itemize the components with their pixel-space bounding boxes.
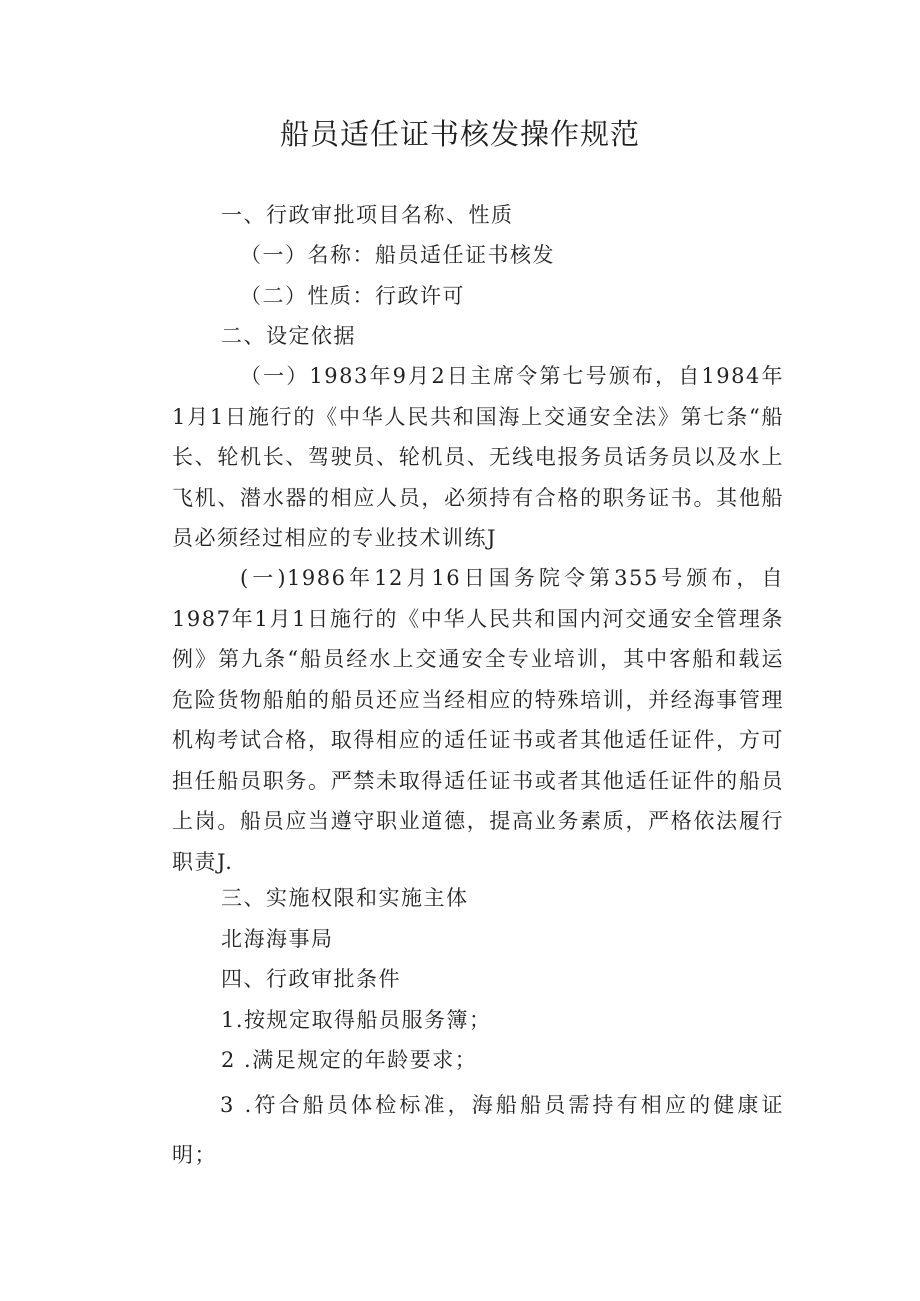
- section-4-heading: 四、行政审批条件: [221, 967, 401, 991]
- section-1-name: （一）名称：船员适任证书核发: [240, 243, 555, 267]
- section-2-paragraph-2: (一)1986年12月16日国务院令第355号颁布，自1987年1月1日施行的《中华人民共和国内河交通安全管理条例》第九条“船员经水上交通安全专业培训，其中客船和载运危险货物船舶的船员还应当经相应的特殊培训，并经海事管理机构考试合格，取得相应的适任证书或者其他适任证件，方可担任船员职务。严禁未取得适任证书或者其他适任证件的船员上岗。船员应当遵守职业道德，提高业务素质，严格依法履行职责J.: [172, 566, 784, 874]
- section-1-heading: 一、行政审批项目名称、性质: [221, 203, 514, 227]
- section-3-heading: 三、实施权限和实施主体: [221, 886, 469, 910]
- condition-item-3: 3 .符合船员体检标准，海船船员需持有相应的健康证明；: [172, 1093, 784, 1167]
- document-title: 船员适任证书核发操作规范: [279, 117, 640, 151]
- section-1-nature: （二）性质：行政许可: [240, 284, 465, 308]
- condition-item-1: 1.按规定取得船员服务簿；: [221, 1008, 492, 1032]
- section-2-paragraph-1: （一）1983年9月2日主席令第七号颁布，自1984年1月1日施行的《中华人民共和国海上交通安全法》第七条“船长、轮机长、驾驶员、轮机员、无线电报务员话务员以及水上飞机、潜水器的相应人员，必须持有合格的职务证书。其他船员必须经过相应的专业技术训练J: [172, 364, 784, 550]
- section-2-heading: 二、设定依据: [221, 324, 356, 348]
- section-3-body: 北海海事局: [221, 927, 334, 951]
- condition-item-2: 2 .满足规定的年龄要求；: [221, 1048, 478, 1072]
